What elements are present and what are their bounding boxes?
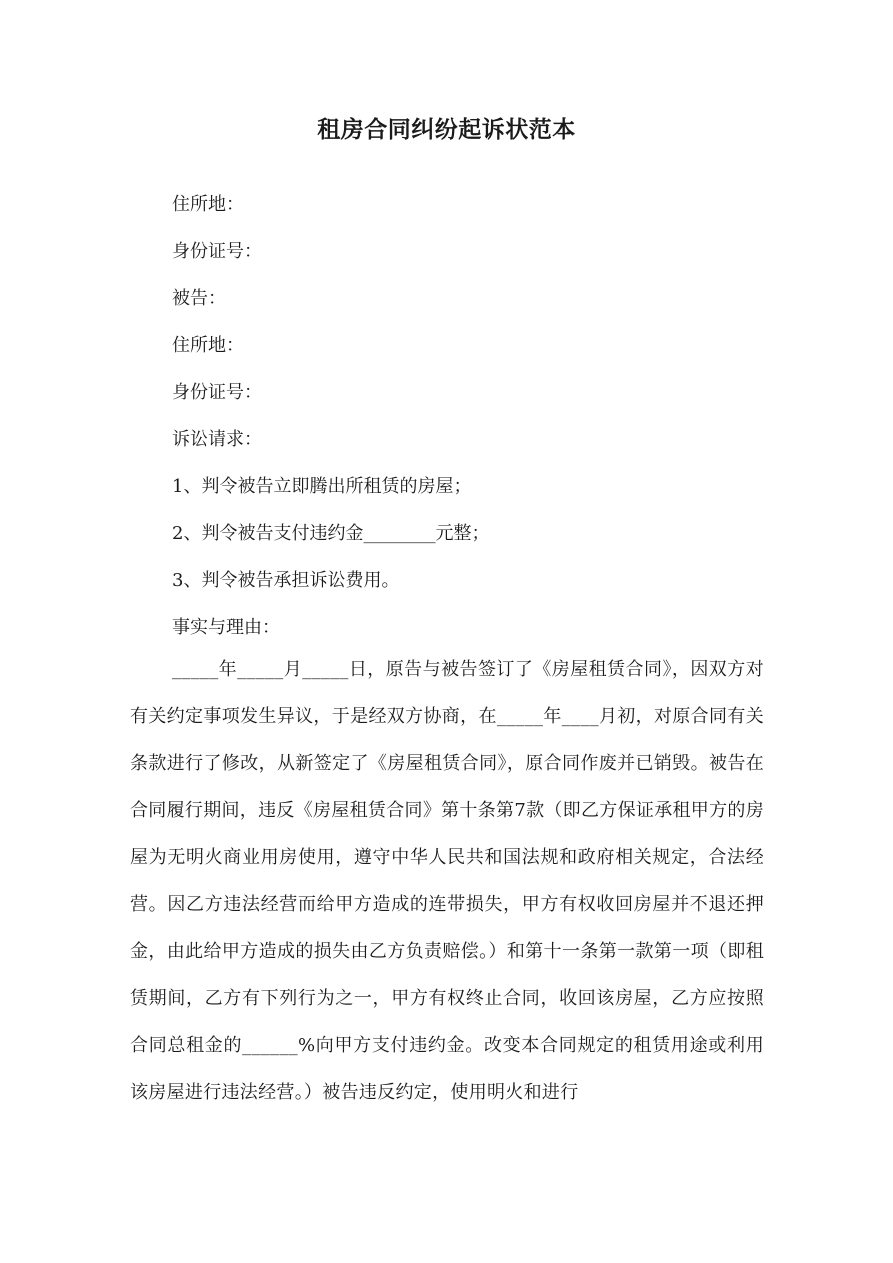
line-plaintiff-id: 身份证号： xyxy=(172,241,262,262)
header-lines xyxy=(172,181,772,651)
line-claim-3: 3、判令被告承担诉讼费用。 xyxy=(172,570,400,591)
facts-paragraph: _____年_____月_____日，原告与被告签订了《房屋租赁合同》，因双方对有关约定事项发生异议，于是经双方协商，在_____年____月初，对原合同有关条款进行了修改，从新签定了《房屋租赁合同》，原合同作废并已销毁。被告在合同履行期间，违反《房屋租赁合同》第十条第7款（即乙方保证承租甲方的房屋为无明火商业用房使用，遵守中华人民共和国法规和政府相关规定，合法经营。因乙方违法经营而给甲方造成的连带损失，甲方有权收回房屋并不退还押金，由此给甲方造成的损失由乙方负责赔偿。）和第十一条第一款第一项（即租赁期间，乙方有下列行为之一，甲方有权终止合同，收回该房屋，乙方应按照合同总租金的______%向甲方支付违约金。改变本合同规定的租赁用途或利用该房屋进行违法经营。）被告违反约定，使用明火和进行 xyxy=(130,659,764,1103)
line-defendant-address: 住所地： xyxy=(172,335,244,356)
line-plaintiff-address: 住所地： xyxy=(172,194,244,215)
line-claim-2: 2、判令被告支付违约金________元整； xyxy=(172,523,490,544)
line-defendant: 被告： xyxy=(172,288,226,309)
line-claims-heading: 诉讼请求： xyxy=(172,429,262,450)
line-facts-heading: 事实与理由： xyxy=(172,617,280,638)
line-defendant-id: 身份证号： xyxy=(172,382,262,403)
document-title: 租房合同纠纷起诉状范本 xyxy=(317,117,576,143)
line-claim-1: 1、判令被告立即腾出所租赁的房屋； xyxy=(172,476,472,497)
